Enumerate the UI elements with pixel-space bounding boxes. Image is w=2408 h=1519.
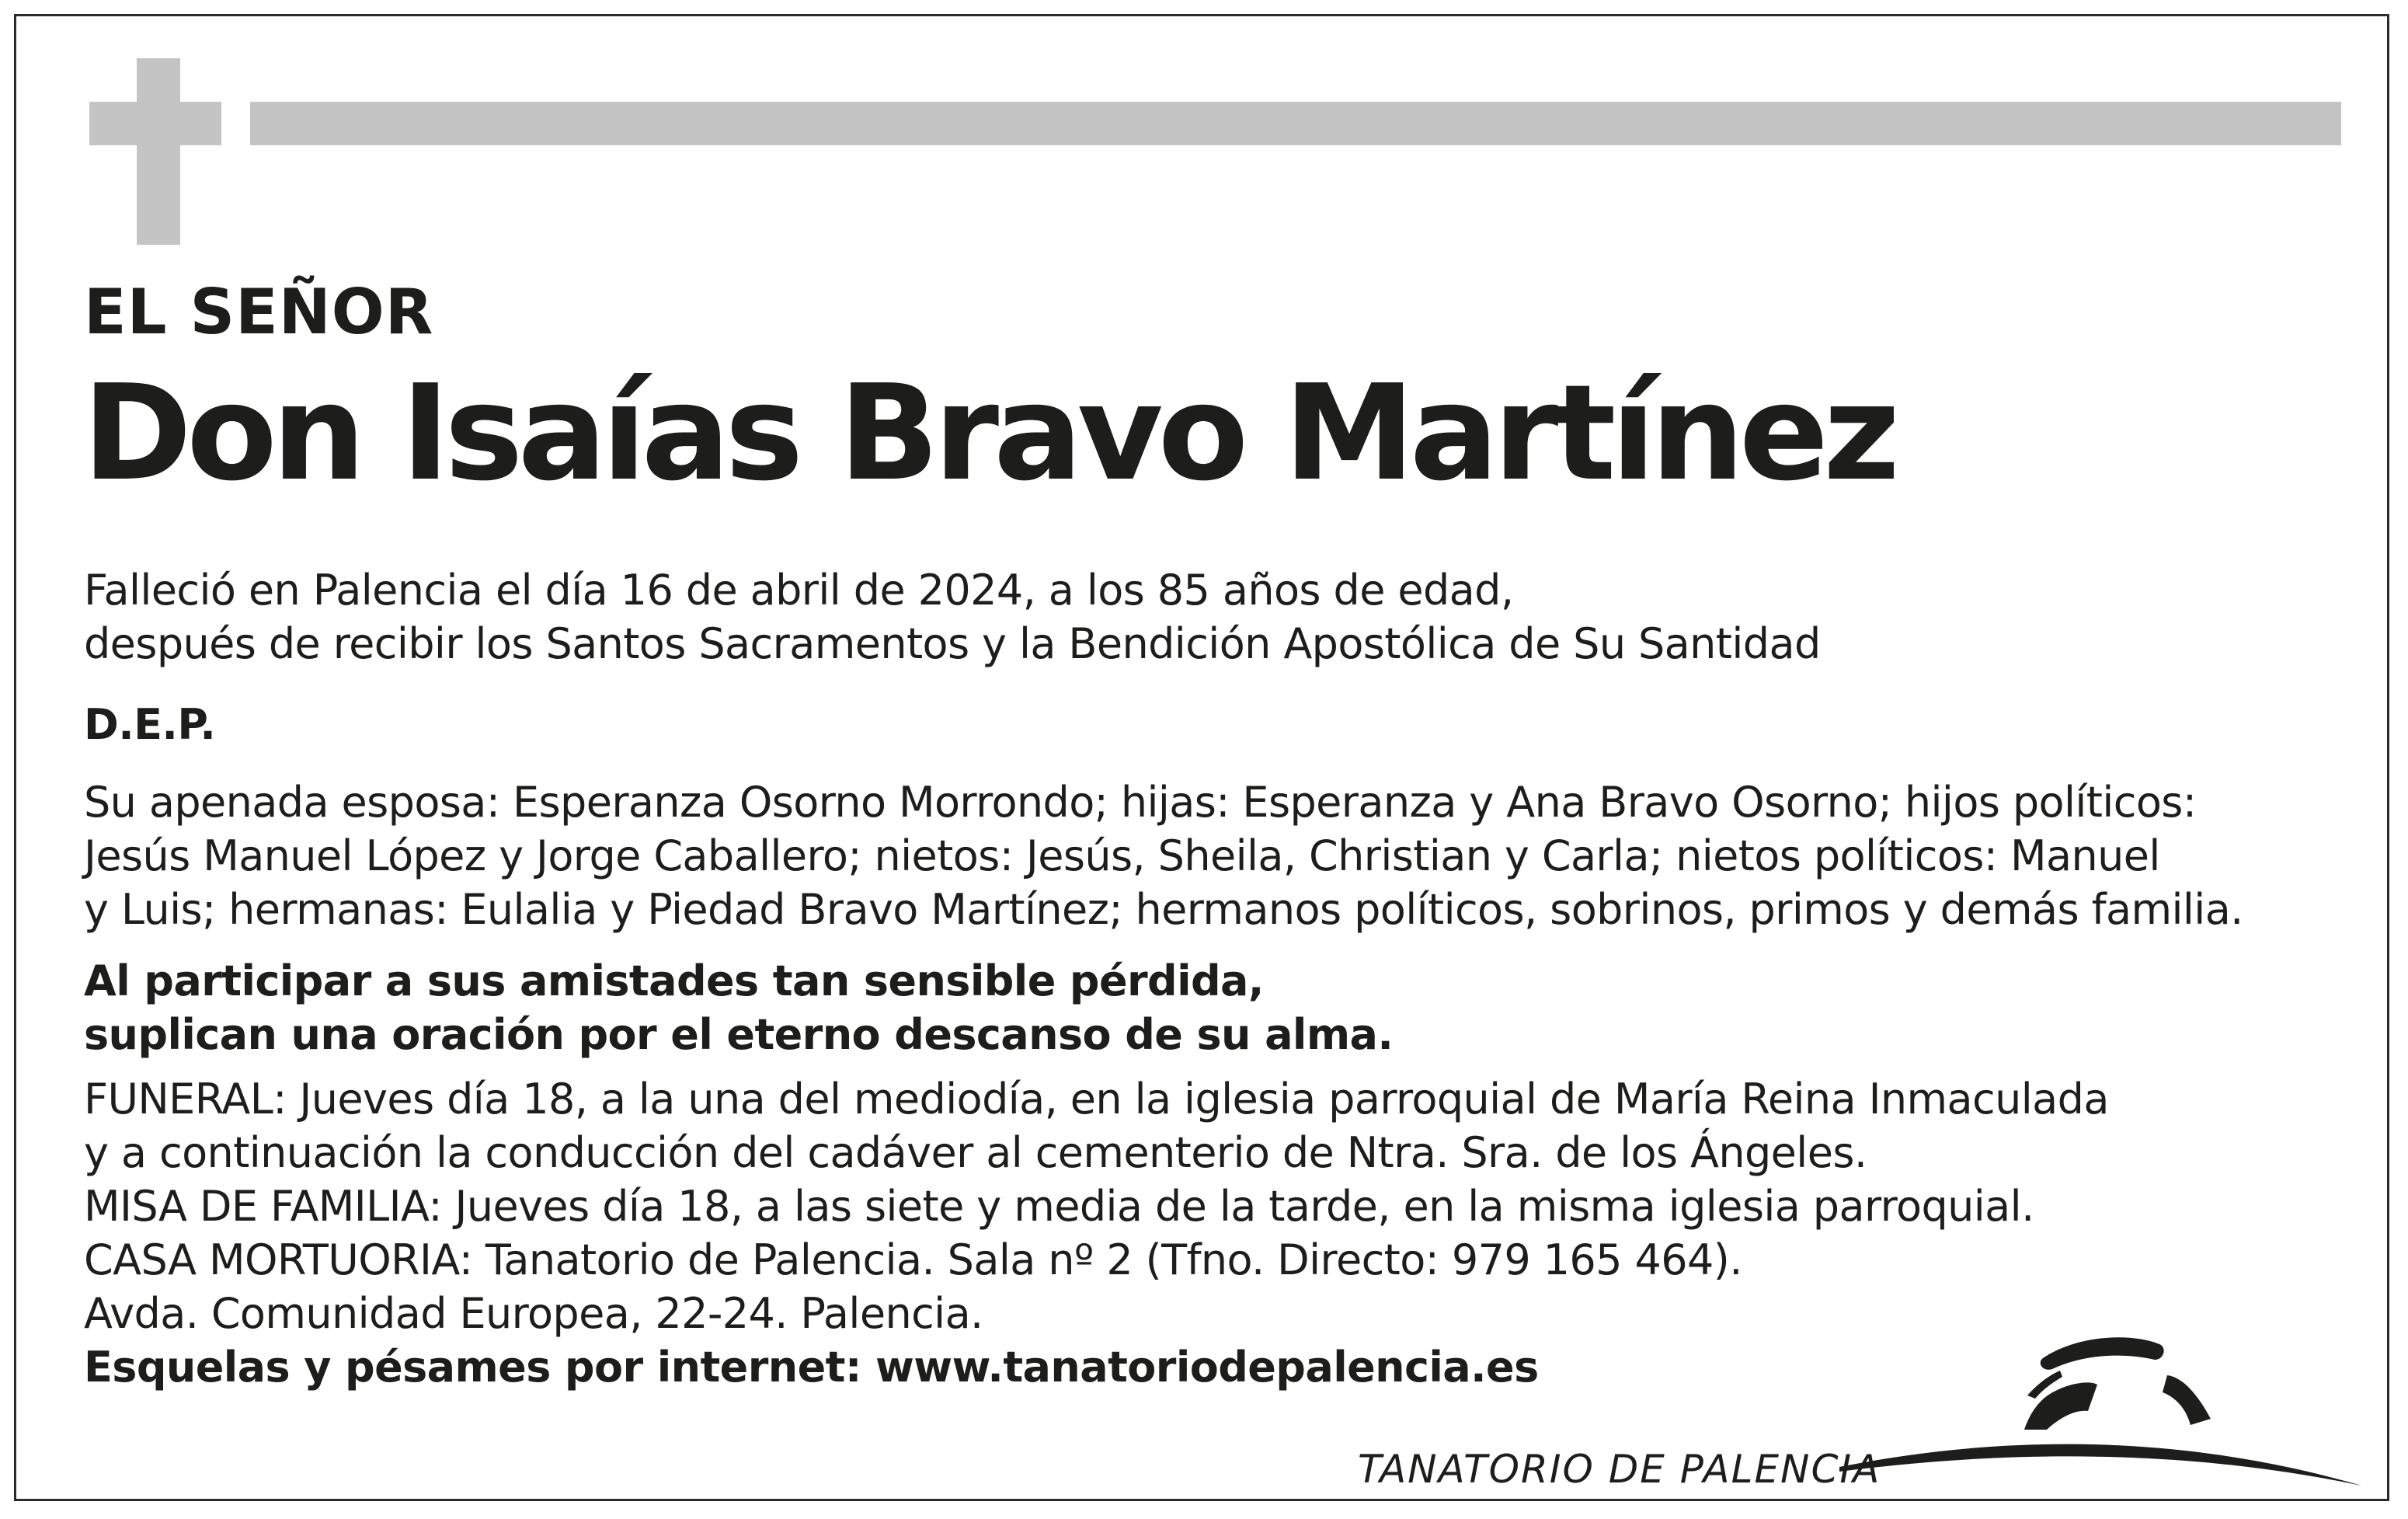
details-line: FUNERAL: Jueves día 18, a la una del mediodía, en la iglesia parroquial de María Reina Inmaculada xyxy=(84,1075,2109,1124)
rip-label: D.E.P. xyxy=(84,700,216,749)
cross-icon-horizontal xyxy=(89,102,221,145)
request-line: Al participar a sus amistades tan sensible pérdida, xyxy=(84,956,1264,1005)
family-line: Su apenada esposa: Esperanza Osorno Morrondo; hijas: Esperanza y Ana Bravo Osorno; hijos políticos: xyxy=(84,778,2197,827)
prayer-request xyxy=(84,954,1393,1061)
request-line: suplican una oración por el eterno descanso de su alma. xyxy=(84,1010,1394,1059)
family-info xyxy=(84,775,2243,936)
header-bar xyxy=(250,102,2341,145)
details-line: MISA DE FAMILIA: Jueves día 18, a las siete y media de la tarde, en la misma iglesia parroquial. xyxy=(84,1182,2034,1231)
funeral-details xyxy=(84,1072,2109,1340)
details-line: y a continuación la conducción del cadáver al cementerio de Ntra. Sra. de los Ángeles. xyxy=(84,1128,1867,1177)
details-line: CASA MORTUORIA: Tanatorio de Palencia. Sala nº 2 (Tfno. Directo: 979 165 464). xyxy=(84,1235,1742,1284)
tanatorio-logo xyxy=(1352,1321,2377,1500)
title-prefix: EL SEÑOR xyxy=(84,276,434,348)
logo-text: TANATORIO DE PALENCIA xyxy=(1358,1447,1881,1492)
death-info xyxy=(84,563,1821,671)
cross-icon-vertical xyxy=(137,58,180,245)
death-line: Falleció en Palencia el día 16 de abril de 2024, a los 85 años de edad, xyxy=(84,566,1514,615)
family-line: y Luis; hermanas: Eulalia y Piedad Bravo Martínez; hermanos políticos, sobrinos, primos y demás familia. xyxy=(84,885,2243,934)
details-line: Avda. Comunidad Europea, 22-24. Palencia. xyxy=(84,1289,983,1338)
internet-line: Esquelas y pésames por internet: www.tanatoriodepalencia.es xyxy=(84,1343,1539,1392)
deceased-name: Don Isaías Bravo Martínez xyxy=(82,357,1895,510)
family-line: Jesús Manuel López y Jorge Caballero; nietos: Jesús, Sheila, Christian y Carla; nietos políticos: Manuel xyxy=(84,831,2160,880)
death-line: después de recibir los Santos Sacramentos y la Bendición Apostólica de Su Santidad xyxy=(84,619,1821,668)
